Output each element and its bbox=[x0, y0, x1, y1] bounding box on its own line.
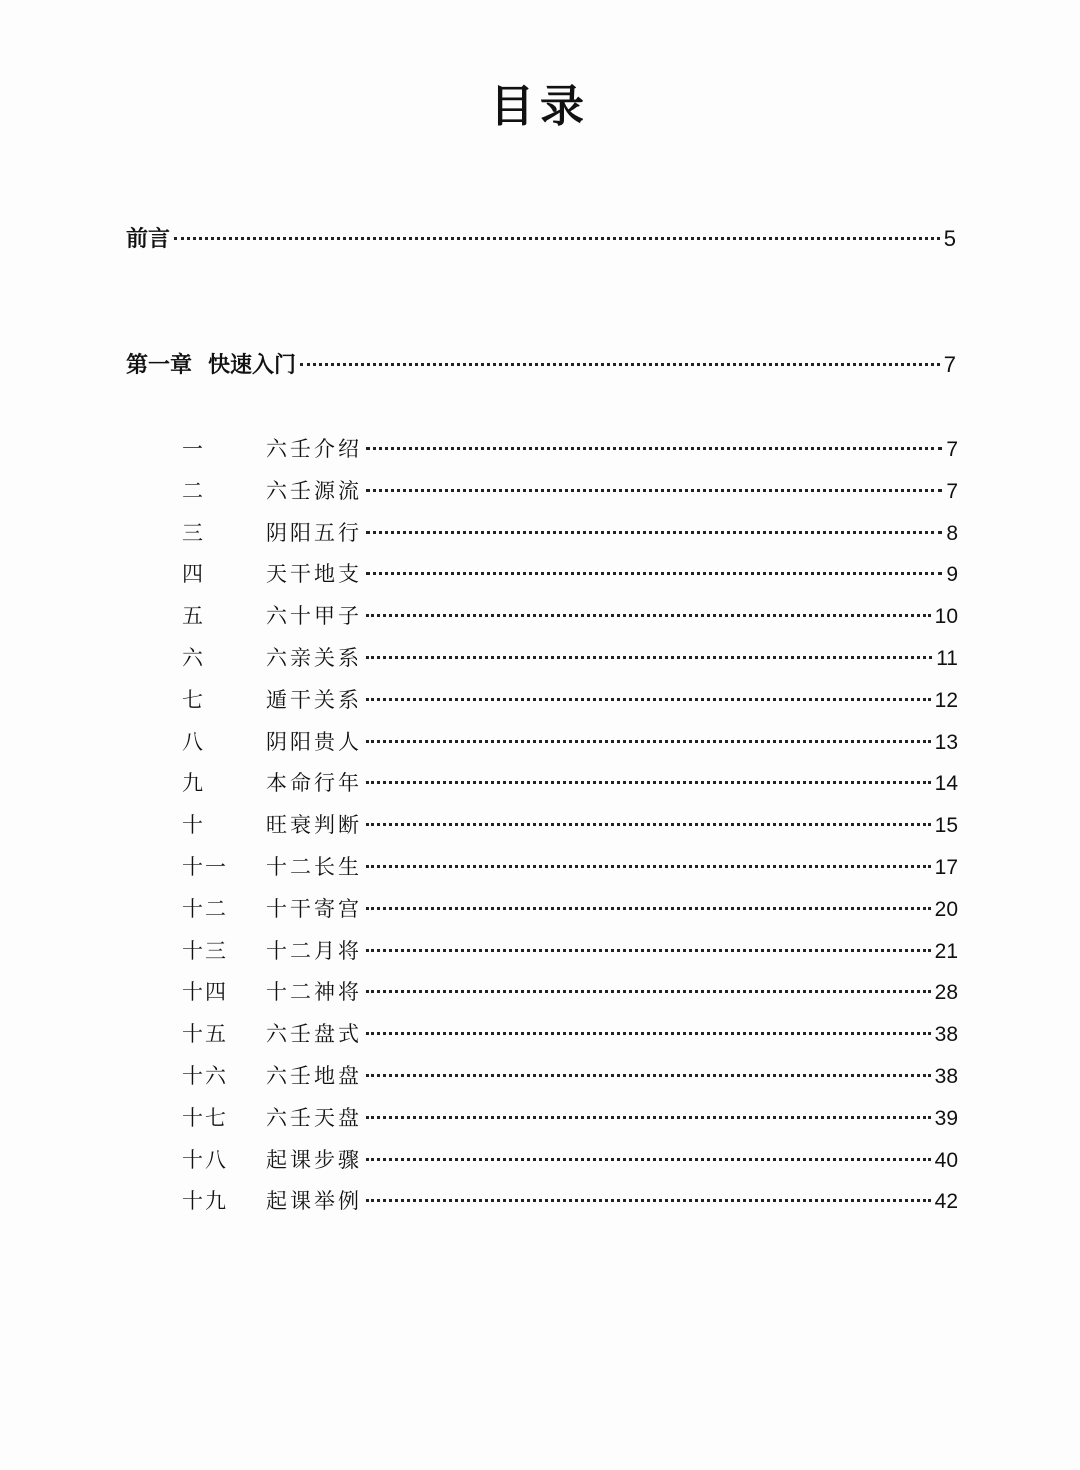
section-number: 三 bbox=[182, 520, 205, 545]
dot-leader bbox=[366, 1199, 931, 1202]
toc-entry-label: 前言 bbox=[126, 227, 171, 252]
section-title: 六壬天盘 bbox=[266, 1105, 362, 1130]
section-number: 四 bbox=[182, 562, 205, 587]
toc-page-number: 38 bbox=[934, 1065, 958, 1088]
section-title: 六壬介绍 bbox=[266, 437, 362, 461]
dot-leader bbox=[366, 447, 942, 450]
dot-leader bbox=[174, 237, 940, 240]
dot-leader bbox=[366, 990, 931, 993]
toc-entry-section[interactable] bbox=[182, 557, 958, 591]
toc-page-number: 42 bbox=[934, 1190, 958, 1214]
section-number: 六 bbox=[182, 646, 205, 670]
dot-leader bbox=[366, 907, 931, 910]
toc-entry-section[interactable] bbox=[182, 1101, 958, 1135]
dot-leader bbox=[366, 1116, 931, 1119]
toc-page-number: 14 bbox=[934, 772, 958, 796]
dot-leader bbox=[366, 823, 931, 826]
section-title: 十二长生 bbox=[266, 855, 362, 879]
dot-leader bbox=[366, 698, 931, 701]
section-number: 十 bbox=[182, 813, 205, 838]
toc-page-number: 11 bbox=[936, 647, 958, 670]
dot-leader bbox=[366, 614, 931, 617]
dot-leader bbox=[366, 865, 931, 868]
chapter-title: 快速入门 bbox=[208, 353, 297, 378]
toc-entry-section[interactable] bbox=[182, 474, 958, 508]
toc-page-number: 28 bbox=[934, 981, 958, 1005]
toc-page-number: 10 bbox=[934, 605, 958, 629]
toc-page-number: 39 bbox=[934, 1106, 958, 1130]
section-title: 六壬源流 bbox=[266, 478, 362, 503]
section-title: 阴阳贵人 bbox=[266, 729, 362, 754]
section-number: 八 bbox=[182, 729, 205, 754]
page-title: 目录 bbox=[490, 81, 590, 132]
section-title: 遁干关系 bbox=[266, 687, 362, 712]
toc-entry-section[interactable] bbox=[182, 683, 958, 717]
dot-leader bbox=[366, 1074, 931, 1077]
section-number: 十二 bbox=[182, 896, 228, 921]
section-number: 一 bbox=[182, 437, 205, 461]
toc-entry-section[interactable] bbox=[182, 516, 958, 550]
dot-leader bbox=[366, 1158, 931, 1161]
section-title: 本命行年 bbox=[266, 771, 362, 796]
section-number: 十四 bbox=[182, 980, 228, 1005]
section-number: 十九 bbox=[182, 1189, 228, 1214]
toc-page-number: 40 bbox=[934, 1148, 958, 1172]
section-title: 六亲关系 bbox=[266, 646, 362, 670]
toc-entry-section[interactable] bbox=[182, 1059, 958, 1093]
section-title: 起课举例 bbox=[266, 1189, 362, 1214]
toc-entry-section[interactable] bbox=[182, 892, 958, 926]
section-title: 天干地支 bbox=[266, 562, 362, 587]
section-number: 十七 bbox=[182, 1105, 228, 1130]
dot-leader bbox=[366, 656, 932, 659]
section-title: 六十甲子 bbox=[266, 604, 362, 629]
toc-entry-section[interactable] bbox=[182, 766, 958, 800]
toc-entry-section[interactable] bbox=[182, 641, 958, 675]
section-number: 十六 bbox=[182, 1064, 228, 1088]
toc-page-number: 17 bbox=[934, 856, 958, 879]
dot-leader bbox=[366, 740, 931, 743]
toc-entry-section[interactable] bbox=[182, 975, 958, 1009]
toc-entry-section[interactable] bbox=[182, 1184, 958, 1218]
section-title: 十二神将 bbox=[266, 980, 362, 1005]
toc-page-number: 12 bbox=[934, 688, 958, 712]
toc-entry-section[interactable] bbox=[182, 934, 958, 968]
toc-entry-section[interactable] bbox=[182, 432, 958, 466]
toc-page-number: 13 bbox=[934, 730, 958, 754]
toc-entry-chapter-1[interactable] bbox=[126, 348, 956, 382]
toc-entry-section[interactable] bbox=[182, 808, 958, 842]
toc-page-number: 9 bbox=[946, 563, 958, 587]
toc-page-number: 15 bbox=[934, 814, 958, 838]
section-number: 二 bbox=[182, 478, 205, 503]
section-title: 六壬地盘 bbox=[266, 1064, 362, 1088]
section-number: 五 bbox=[182, 604, 205, 629]
dot-leader bbox=[300, 363, 940, 366]
toc-page-number: 38 bbox=[934, 1023, 958, 1047]
section-title: 六壬盘式 bbox=[266, 1022, 362, 1047]
dot-leader bbox=[366, 489, 942, 492]
toc-entry-section[interactable] bbox=[182, 1143, 958, 1177]
toc-entry-section[interactable] bbox=[182, 850, 958, 884]
dot-leader bbox=[366, 531, 942, 534]
toc-page-number: 21 bbox=[934, 939, 958, 963]
dot-leader bbox=[366, 949, 931, 952]
toc-page-number: 7 bbox=[946, 479, 958, 503]
toc-page-number: 7 bbox=[943, 352, 956, 377]
section-number: 十三 bbox=[182, 938, 228, 963]
section-title: 阴阳五行 bbox=[266, 520, 362, 545]
section-title: 旺衰判断 bbox=[266, 813, 362, 838]
section-number: 七 bbox=[182, 687, 205, 712]
toc-entry-preface[interactable] bbox=[126, 222, 956, 256]
dot-leader bbox=[366, 781, 931, 784]
section-number: 十八 bbox=[182, 1147, 228, 1172]
toc-page-number: 7 bbox=[946, 438, 958, 461]
section-number: 十五 bbox=[182, 1022, 228, 1047]
toc-page-number: 5 bbox=[943, 226, 956, 251]
toc-entry-section[interactable] bbox=[182, 725, 958, 759]
chapter-number: 第一章 bbox=[126, 353, 193, 378]
toc-page-number: 8 bbox=[946, 521, 958, 545]
section-number: 九 bbox=[182, 771, 205, 796]
section-title: 起课步骤 bbox=[266, 1147, 362, 1172]
toc-entry-section[interactable] bbox=[182, 599, 958, 633]
section-number: 十一 bbox=[182, 855, 228, 879]
section-title: 十二月将 bbox=[266, 938, 362, 963]
section-title: 十干寄宫 bbox=[266, 896, 362, 921]
toc-page-number: 20 bbox=[934, 897, 958, 921]
toc-entry-section[interactable] bbox=[182, 1017, 958, 1051]
dot-leader bbox=[366, 572, 942, 575]
dot-leader bbox=[366, 1032, 931, 1035]
